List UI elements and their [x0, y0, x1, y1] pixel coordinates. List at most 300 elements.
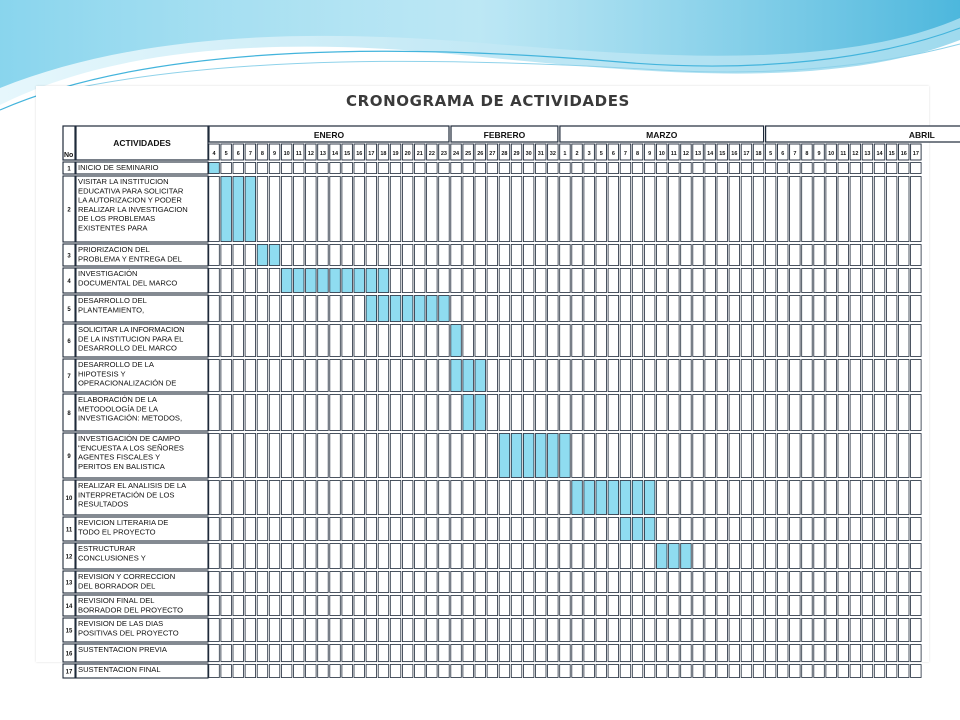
gantt-empty-cell [778, 395, 789, 431]
gantt-bar-cell [681, 544, 692, 569]
activity-text-line: SOLICITAR LA INFORMACION [78, 325, 185, 334]
gantt-empty-cell [584, 434, 595, 478]
gantt-empty-cell [499, 163, 510, 174]
activity-text-line: LA AUTORIZACION Y PODER [78, 195, 182, 205]
activity-text-line: "ENCUESTA A LOS SEÑORES [78, 443, 184, 453]
gantt-empty-cell [765, 395, 776, 431]
gantt-empty-cell [862, 360, 873, 392]
gantt-empty-cell [294, 665, 305, 678]
gantt-empty-cell [475, 177, 486, 242]
gantt-empty-cell [838, 177, 849, 242]
gantt-empty-cell [487, 518, 498, 541]
gantt-empty-cell [620, 163, 631, 174]
gantt-empty-cell [402, 518, 413, 541]
gantt-empty-cell [390, 481, 401, 515]
gantt-empty-cell [717, 269, 728, 293]
gantt-empty-cell [499, 518, 510, 541]
gantt-empty-cell [294, 481, 305, 515]
gantt-empty-cell [596, 296, 607, 322]
gantt-empty-cell [306, 481, 317, 515]
gantt-empty-cell [415, 481, 426, 515]
gantt-empty-cell [874, 269, 885, 293]
gantt-empty-cell [814, 296, 825, 322]
gantt-empty-cell [657, 596, 668, 616]
gantt-empty-cell [257, 596, 268, 616]
gantt-empty-cell [705, 325, 716, 357]
gantt-empty-cell [669, 481, 680, 515]
gantt-empty-cell [281, 296, 292, 322]
gantt-empty-cell [632, 296, 643, 322]
gantt-empty-cell [245, 245, 256, 266]
gantt-empty-cell [705, 434, 716, 478]
activity-text-line: DESARROLLO DEL MARCO [78, 343, 177, 353]
gantt-empty-cell [463, 481, 474, 515]
gantt-empty-cell [729, 245, 740, 266]
gantt-empty-cell [318, 518, 329, 541]
gantt-bar-cell [330, 269, 341, 293]
gantt-empty-cell [608, 360, 619, 392]
gantt-empty-cell [596, 395, 607, 431]
gantt-empty-cell [657, 296, 668, 322]
gantt-empty-cell [753, 395, 764, 431]
gantt-empty-cell [681, 645, 692, 662]
gantt-empty-cell [705, 518, 716, 541]
gantt-empty-cell [330, 360, 341, 392]
gantt-empty-cell [584, 544, 595, 569]
gantt-empty-cell [475, 544, 486, 569]
gantt-empty-cell [511, 177, 522, 242]
gantt-empty-cell [511, 360, 522, 392]
gantt-empty-cell [451, 665, 462, 678]
gantt-empty-cell [499, 645, 510, 662]
gantt-empty-cell [245, 360, 256, 392]
month-label: MARZO [646, 130, 678, 140]
gantt-empty-cell [717, 177, 728, 242]
gantt-empty-cell [753, 572, 764, 593]
gantt-empty-cell [366, 245, 377, 266]
gantt-empty-cell [463, 518, 474, 541]
gantt-empty-cell [451, 619, 462, 642]
gantt-empty-cell [439, 269, 450, 293]
gantt-empty-cell [729, 434, 740, 478]
gantt-empty-cell [221, 163, 232, 174]
gantt-empty-cell [536, 619, 547, 642]
gantt-empty-cell [693, 245, 704, 266]
gantt-empty-cell [451, 544, 462, 569]
gantt-empty-cell [281, 163, 292, 174]
gantt-empty-cell [717, 596, 728, 616]
gantt-empty-cell [233, 518, 244, 541]
gantt-empty-cell [366, 177, 377, 242]
gantt-empty-cell [765, 544, 776, 569]
gantt-empty-cell [765, 269, 776, 293]
gantt-empty-cell [415, 434, 426, 478]
gantt-empty-cell [257, 325, 268, 357]
gantt-empty-cell [233, 665, 244, 678]
gantt-empty-cell [342, 481, 353, 515]
gantt-empty-cell [790, 596, 801, 616]
gantt-empty-cell [536, 665, 547, 678]
gantt-empty-cell [402, 434, 413, 478]
gantt-empty-cell [342, 360, 353, 392]
gantt-empty-cell [366, 645, 377, 662]
gantt-empty-cell [608, 395, 619, 431]
activity-text-line: ESTRUCTURAR [78, 544, 136, 553]
gantt-empty-cell [753, 360, 764, 392]
gantt-bar-cell [608, 481, 619, 515]
gantt-empty-cell [294, 296, 305, 322]
gantt-empty-cell [790, 645, 801, 662]
gantt-bar-cell [245, 177, 256, 242]
week-label: 10 [658, 151, 665, 157]
gantt-empty-cell [669, 572, 680, 593]
gantt-empty-cell [306, 245, 317, 266]
gantt-empty-cell [741, 296, 752, 322]
week-label: 18 [755, 151, 762, 157]
gantt-empty-cell [778, 325, 789, 357]
week-label: 23 [440, 151, 448, 157]
gantt-empty-cell [221, 481, 232, 515]
gantt-empty-cell [790, 245, 801, 266]
gantt-empty-cell [439, 665, 450, 678]
gantt-empty-cell [657, 518, 668, 541]
gantt-empty-cell [790, 665, 801, 678]
gantt-empty-cell [281, 481, 292, 515]
gantt-empty-cell [209, 395, 220, 431]
gantt-empty-cell [669, 596, 680, 616]
activity-text-line: DOCUMENTAL DEL MARCO [78, 278, 178, 288]
gantt-empty-cell [899, 296, 910, 322]
gantt-empty-cell [620, 596, 631, 616]
gantt-empty-cell [487, 596, 498, 616]
gantt-empty-cell [826, 325, 837, 357]
gantt-empty-cell [548, 360, 559, 392]
gantt-empty-cell [693, 163, 704, 174]
gantt-empty-cell [415, 645, 426, 662]
gantt-empty-cell [523, 296, 534, 322]
week-label: 17 [368, 151, 375, 157]
gantt-empty-cell [838, 163, 849, 174]
gantt-empty-cell [584, 163, 595, 174]
gantt-bar-cell [669, 544, 680, 569]
gantt-empty-cell [378, 572, 389, 593]
gantt-empty-cell [402, 481, 413, 515]
gantt-empty-cell [245, 518, 256, 541]
gantt-empty-cell [778, 269, 789, 293]
gantt-empty-cell [439, 596, 450, 616]
gantt-empty-cell [669, 665, 680, 678]
gantt-empty-cell [330, 325, 341, 357]
gantt-empty-cell [765, 177, 776, 242]
gantt-empty-cell [693, 325, 704, 357]
row-number: 2 [67, 207, 71, 214]
row-number: 1 [67, 166, 71, 173]
gantt-empty-cell [729, 619, 740, 642]
gantt-empty-cell [632, 572, 643, 593]
gantt-empty-cell [342, 245, 353, 266]
gantt-empty-cell [402, 360, 413, 392]
gantt-empty-cell [378, 481, 389, 515]
gantt-empty-cell [632, 177, 643, 242]
gantt-empty-cell [390, 518, 401, 541]
gantt-empty-cell [850, 296, 861, 322]
gantt-empty-cell [850, 665, 861, 678]
gantt-empty-cell [862, 269, 873, 293]
gantt-empty-cell [390, 245, 401, 266]
gantt-empty-cell [548, 296, 559, 322]
gantt-empty-cell [427, 481, 438, 515]
gantt-empty-cell [209, 360, 220, 392]
gantt-empty-cell [463, 572, 474, 593]
gantt-empty-cell [620, 296, 631, 322]
gantt-bar-cell [439, 296, 450, 322]
gantt-empty-cell [427, 434, 438, 478]
gantt-empty-cell [826, 360, 837, 392]
gantt-empty-cell [257, 269, 268, 293]
gantt-empty-cell [536, 481, 547, 515]
gantt-empty-cell [886, 619, 897, 642]
gantt-empty-cell [257, 360, 268, 392]
gantt-empty-cell [741, 245, 752, 266]
gantt-empty-cell [644, 177, 655, 242]
gantt-empty-cell [330, 481, 341, 515]
gantt-empty-cell [693, 434, 704, 478]
gantt-empty-cell [802, 269, 813, 293]
gantt-empty-cell [245, 163, 256, 174]
gantt-empty-cell [838, 645, 849, 662]
gantt-empty-cell [753, 645, 764, 662]
gantt-empty-cell [330, 296, 341, 322]
activity-text-line: OPERACIONALIZACIÓN DE [78, 378, 177, 388]
row-number: 6 [67, 339, 71, 345]
week-label: 9 [273, 151, 277, 157]
gantt-empty-cell [705, 596, 716, 616]
gantt-empty-cell [753, 434, 764, 478]
gantt-empty-cell [572, 269, 583, 293]
gantt-empty-cell [294, 177, 305, 242]
gantt-empty-cell [886, 518, 897, 541]
row-number: 14 [65, 604, 73, 610]
gantt-empty-cell [765, 665, 776, 678]
gantt-empty-cell [596, 665, 607, 678]
gantt-bar-cell [378, 296, 389, 322]
gantt-empty-cell [523, 665, 534, 678]
gantt-empty-cell [487, 245, 498, 266]
gantt-empty-cell [330, 619, 341, 642]
gantt-empty-cell [911, 665, 922, 678]
gantt-empty-cell [886, 434, 897, 478]
gantt-empty-cell [511, 572, 522, 593]
gantt-empty-cell [221, 596, 232, 616]
gantt-empty-cell [233, 163, 244, 174]
week-label: 25 [465, 151, 472, 157]
gantt-empty-cell [717, 395, 728, 431]
gantt-empty-cell [221, 619, 232, 642]
gantt-bar-cell [560, 434, 571, 478]
gantt-empty-cell [850, 481, 861, 515]
gantt-empty-cell [862, 645, 873, 662]
gantt-empty-cell [608, 665, 619, 678]
gantt-empty-cell [717, 619, 728, 642]
gantt-empty-cell [911, 619, 922, 642]
gantt-empty-cell [850, 395, 861, 431]
gantt-empty-cell [536, 518, 547, 541]
gantt-empty-cell [790, 481, 801, 515]
gantt-empty-cell [814, 645, 825, 662]
gantt-empty-cell [790, 163, 801, 174]
gantt-empty-cell [330, 596, 341, 616]
gantt-empty-cell [233, 619, 244, 642]
gantt-empty-cell [281, 645, 292, 662]
gantt-empty-cell [366, 619, 377, 642]
gantt-empty-cell [899, 481, 910, 515]
gantt-empty-cell [402, 325, 413, 357]
gantt-empty-cell [644, 245, 655, 266]
gantt-empty-cell [572, 665, 583, 678]
gantt-empty-cell [463, 245, 474, 266]
gantt-empty-cell [911, 360, 922, 392]
gantt-empty-cell [427, 163, 438, 174]
gantt-empty-cell [269, 325, 280, 357]
gantt-empty-cell [911, 269, 922, 293]
gantt-empty-cell [439, 481, 450, 515]
gantt-empty-cell [911, 645, 922, 662]
gantt-empty-cell [281, 518, 292, 541]
week-label: 17 [912, 151, 919, 157]
gantt-empty-cell [826, 665, 837, 678]
gantt-empty-cell [318, 572, 329, 593]
gantt-empty-cell [632, 269, 643, 293]
gantt-empty-cell [765, 619, 776, 642]
week-label: 4 [212, 151, 216, 157]
gantt-empty-cell [294, 163, 305, 174]
gantt-empty-cell [366, 360, 377, 392]
gantt-empty-cell [390, 269, 401, 293]
gantt-empty-cell [838, 481, 849, 515]
week-label: 8 [805, 151, 809, 157]
gantt-empty-cell [705, 296, 716, 322]
gantt-empty-cell [644, 596, 655, 616]
gantt-empty-cell [463, 544, 474, 569]
gantt-empty-cell [463, 269, 474, 293]
gantt-empty-cell [378, 177, 389, 242]
gantt-empty-cell [729, 481, 740, 515]
gantt-empty-cell [318, 163, 329, 174]
gantt-empty-cell [814, 395, 825, 431]
gantt-empty-cell [778, 544, 789, 569]
gantt-empty-cell [620, 177, 631, 242]
gantt-empty-cell [669, 269, 680, 293]
gantt-empty-cell [644, 645, 655, 662]
gantt-empty-cell [741, 177, 752, 242]
gantt-empty-cell [209, 177, 220, 242]
gantt-bar-cell [632, 518, 643, 541]
gantt-empty-cell [233, 544, 244, 569]
gantt-empty-cell [826, 596, 837, 616]
gantt-empty-cell [681, 177, 692, 242]
gantt-empty-cell [209, 245, 220, 266]
gantt-empty-cell [838, 572, 849, 593]
gantt-empty-cell [354, 177, 365, 242]
gantt-empty-cell [487, 177, 498, 242]
gantt-empty-cell [475, 434, 486, 478]
gantt-empty-cell [378, 518, 389, 541]
gantt-empty-cell [911, 325, 922, 357]
gantt-empty-cell [838, 269, 849, 293]
gantt-empty-cell [415, 177, 426, 242]
month-label: FEBRERO [483, 130, 526, 140]
activity-text-line: PLANTEAMIENTO, [78, 305, 145, 315]
gantt-empty-cell [221, 325, 232, 357]
gantt-empty-cell [886, 645, 897, 662]
gantt-empty-cell [693, 269, 704, 293]
gantt-table [36, 86, 935, 676]
gantt-empty-cell [669, 360, 680, 392]
gantt-empty-cell [402, 395, 413, 431]
gantt-empty-cell [644, 395, 655, 431]
week-label: 16 [356, 151, 363, 157]
gantt-empty-cell [475, 596, 486, 616]
gantt-empty-cell [584, 360, 595, 392]
gantt-empty-cell [439, 177, 450, 242]
gantt-empty-cell [209, 544, 220, 569]
gantt-empty-cell [281, 572, 292, 593]
gantt-empty-cell [439, 395, 450, 431]
gantt-empty-cell [402, 665, 413, 678]
gantt-empty-cell [402, 177, 413, 242]
gantt-empty-cell [245, 596, 256, 616]
gantt-empty-cell [681, 572, 692, 593]
gantt-empty-cell [269, 269, 280, 293]
gantt-empty-cell [657, 177, 668, 242]
gantt-bar-cell [499, 434, 510, 478]
gantt-empty-cell [886, 360, 897, 392]
gantt-empty-cell [415, 619, 426, 642]
gantt-empty-cell [874, 518, 885, 541]
gantt-empty-cell [644, 269, 655, 293]
gantt-empty-cell [620, 245, 631, 266]
gantt-empty-cell [318, 665, 329, 678]
gantt-empty-cell [596, 645, 607, 662]
gantt-empty-cell [741, 434, 752, 478]
activity-text-line: EXISTENTES PARA [78, 223, 148, 233]
gantt-empty-cell [802, 296, 813, 322]
gantt-empty-cell [294, 360, 305, 392]
gantt-empty-cell [778, 296, 789, 322]
activity-text-line: DESARROLLO DEL [78, 296, 147, 305]
gantt-empty-cell [790, 360, 801, 392]
gantt-empty-cell [717, 481, 728, 515]
gantt-empty-cell [342, 544, 353, 569]
gantt-bar-cell [269, 245, 280, 266]
gantt-empty-cell [814, 619, 825, 642]
gantt-empty-cell [608, 325, 619, 357]
week-label: 8 [636, 151, 640, 157]
gantt-empty-cell [294, 544, 305, 569]
gantt-empty-cell [899, 544, 910, 569]
gantt-empty-cell [511, 645, 522, 662]
gantt-empty-cell [838, 434, 849, 478]
week-label: 13 [319, 151, 327, 157]
gantt-empty-cell [874, 645, 885, 662]
gantt-empty-cell [717, 645, 728, 662]
gantt-empty-cell [572, 645, 583, 662]
gantt-empty-cell [233, 296, 244, 322]
gantt-empty-cell [729, 269, 740, 293]
gantt-empty-cell [911, 518, 922, 541]
gantt-empty-cell [693, 645, 704, 662]
week-label: 22 [428, 151, 435, 157]
